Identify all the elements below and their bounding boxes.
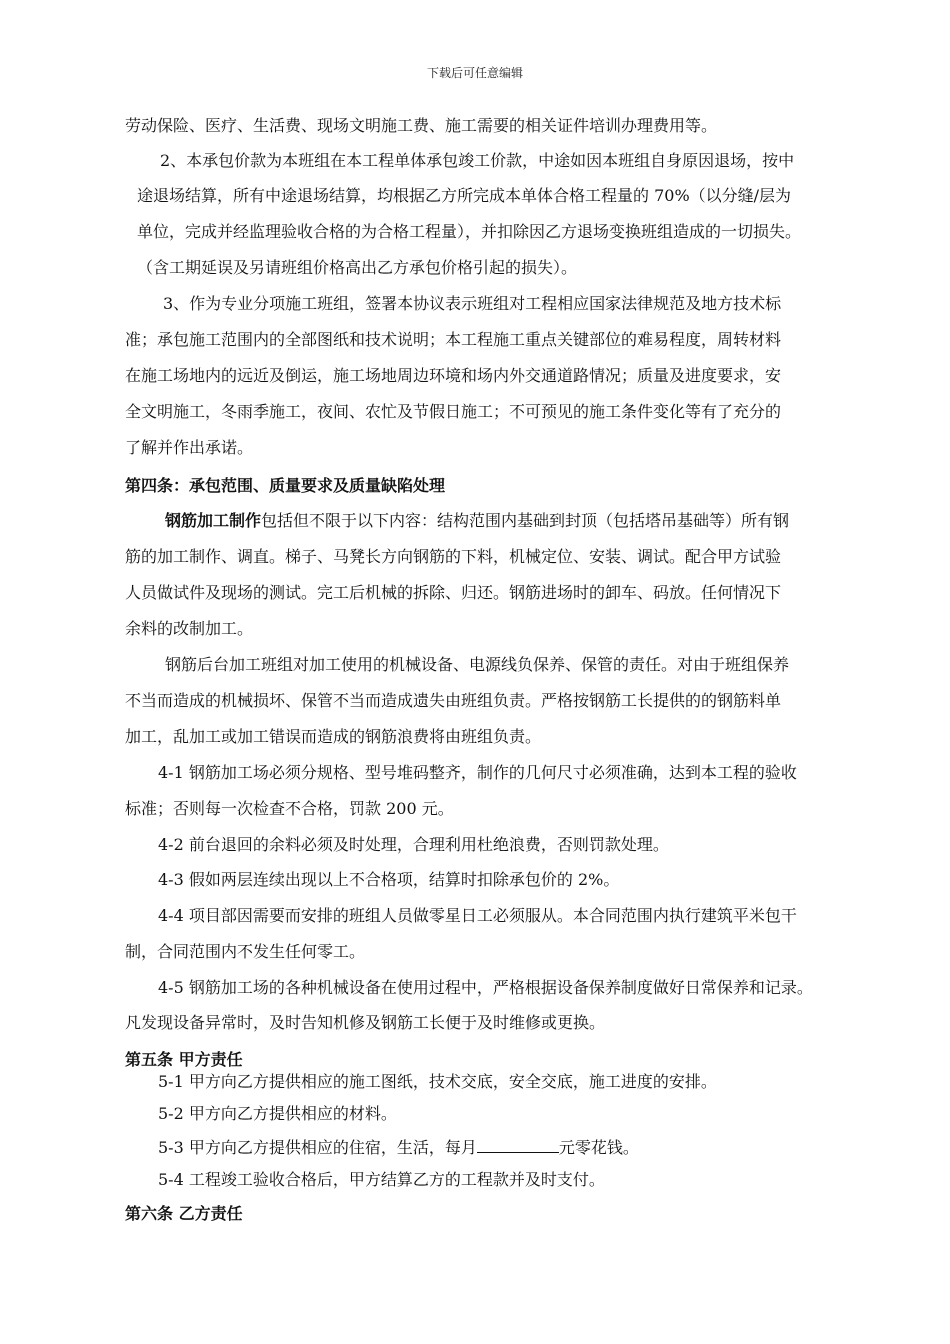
text-line: 了解并作出承诺。	[125, 438, 254, 457]
text-line: （含工期延误及另请班组价格高出乙方承包价格引起的损失）。	[137, 258, 578, 277]
text-line: 4-1 钢筋加工场必须分规格、型号堆码整齐，制作的几何尺寸必须准确，达到本工程的验收	[158, 763, 797, 782]
text-line: 标准；否则每一次检查不合格，罚款 200 元。	[125, 799, 454, 818]
text-line: 3、作为专业分项施工班组，签署本协议表示班组对工程相应国家法律规范及地方技术标	[163, 294, 782, 313]
text-line: 筋的加工制作、调直。梯子、马凳长方向钢筋的下料，机械定位、安装、调试。配合甲方试验	[125, 547, 782, 566]
text-line: 全文明施工，冬雨季施工，夜间、农忙及节假日施工；不可预见的施工条件变化等有了充分的	[125, 402, 782, 421]
article-5-title: 第五条 甲方责任	[125, 1050, 243, 1069]
text-line	[165, 511, 789, 531]
text-span: 包括但不限于以下内容：结构范围内基础到封顶（包括塔吊基础等）所有钢	[261, 511, 790, 530]
text-line: 单位，完成并经监理验收合格的为合格工程量），并扣除因乙方退场变换班组造成的一切损失。	[137, 222, 802, 241]
text-line: 途退场结算，所有中途退场结算，均根据乙方所完成本单体合格工程量的 70%（以分缝/层为	[137, 186, 792, 205]
text-line: 2、本承包价款为本班组在本工程单体承包竣工价款，中途如因本班组自身原因退场，按中	[160, 151, 795, 170]
text-line: 制，合同范围内不发生任何零工。	[125, 942, 366, 961]
text-line: 4-3 假如两层连续出现以上不合格项，结算时扣除承包价的 2%。	[158, 870, 620, 889]
text-line: 5-2 甲方向乙方提供相应的材料。	[158, 1104, 397, 1123]
text-line: 在施工场地内的远近及倒运，施工场地周边环境和场内外交通道路情况；质量及进度要求，安	[125, 366, 782, 385]
text-line: 加工，乱加工或加工错误而造成的钢筋浪费将由班组负责。	[125, 727, 542, 746]
text-line: 4-2 前台退回的余料必须及时处理，合理利用杜绝浪费，否则罚款处理。	[158, 835, 669, 854]
text-line: 5-4 工程竣工验收合格后，甲方结算乙方的工程款并及时支付。	[158, 1170, 605, 1189]
text-line: 钢筋后台加工班组对加工使用的机械设备、电源线负保养、保管的责任。对由于班组保养	[165, 655, 790, 674]
fill-in-blank	[477, 1138, 559, 1153]
text-line: 余料的改制加工。	[125, 619, 254, 638]
text-line: 5-1 甲方向乙方提供相应的施工图纸，技术交底，安全交底，施工进度的安排。	[158, 1072, 717, 1091]
text-line	[158, 1138, 639, 1158]
text-line: 劳动保险、医疗、生活费、现场文明施工费、施工需要的相关证件培训办理费用等。	[125, 116, 718, 135]
text-span: 5-3 甲方向乙方提供相应的住宿，生活，每月	[158, 1138, 477, 1157]
text-line: 准；承包施工范围内的全部图纸和技术说明；本工程施工重点关键部位的难易程度，周转材料	[125, 330, 782, 349]
article-6-title: 第六条 乙方责任	[125, 1204, 243, 1223]
text-span: 元零花钱。	[558, 1138, 639, 1157]
text-line: 凡发现设备异常时，及时告知机修及钢筋工长便于及时维修或更换。	[125, 1013, 606, 1032]
bold-term: 钢筋加工制作	[165, 511, 262, 530]
text-line: 人员做试件及现场的测试。完工后机械的拆除、归还。钢筋进场时的卸车、码放。任何情况下	[125, 583, 782, 602]
text-line: 4-4 项目部因需要而安排的班组人员做零星日工必须服从。本合同范围内执行建筑平米包干	[158, 906, 797, 925]
text-line: 不当而造成的机械损坏、保管不当而造成遗失由班组负责。严格按钢筋工长提供的的钢筋料单	[125, 691, 782, 710]
text-line: 4-5 钢筋加工场的各种机械设备在使用过程中，严格根据设备保养制度做好日常保养和记录。	[158, 978, 813, 997]
article-4-title: 第四条：承包范围、质量要求及质量缺陷处理	[125, 476, 446, 495]
page-header: 下载后可任意编辑	[426, 66, 523, 80]
